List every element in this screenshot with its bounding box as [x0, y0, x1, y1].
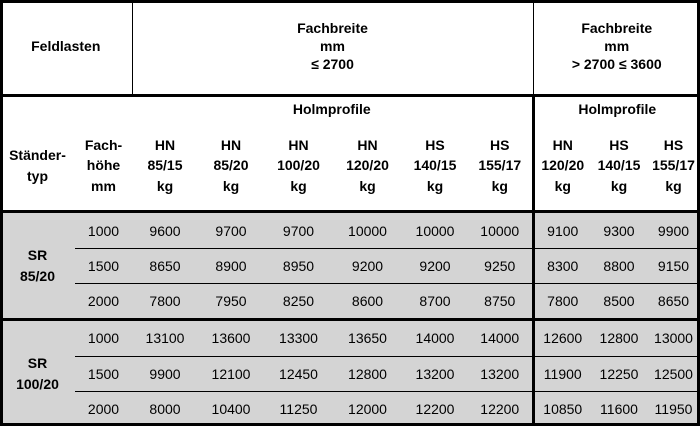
data-cell: 9900: [132, 356, 198, 391]
rowhead-fachhohe-line3: mm: [91, 177, 116, 194]
data-cell: 8650: [132, 248, 198, 283]
standertyp-cell-2: [0, 320, 75, 426]
data-cell: 13000: [647, 320, 700, 356]
rowhead-standertyp: [0, 121, 75, 212]
group-right-line3: > 2700 ≤ 3600: [571, 55, 662, 72]
data-cell: 9300: [591, 212, 647, 248]
data-cell: 9700: [198, 212, 264, 248]
standertyp-2-line2: 100/20: [16, 375, 59, 392]
data-cell: 8250: [264, 283, 333, 319]
fachhohe-cell: 2000: [75, 391, 132, 426]
data-cell: 9700: [264, 212, 333, 248]
col-header-left-5-unit: kg: [426, 177, 444, 194]
fachhohe-cell: 1500: [75, 248, 132, 283]
title-row: [0, 0, 700, 96]
col-header-left-6-name: HS: [490, 137, 510, 154]
fachhohe-cell: 1000: [75, 320, 132, 356]
col-header-left-5-size: 140/15: [413, 157, 457, 174]
data-cell: 12000: [333, 391, 402, 426]
col-header-right-3: [647, 121, 700, 212]
spacer-height-top: [75, 96, 132, 121]
rowhead-fachhohe-line2: höhe: [86, 157, 121, 174]
data-cell: 8000: [132, 391, 198, 426]
data-cell: 12100: [198, 356, 264, 391]
table-row: [0, 248, 700, 283]
fachhohe-cell: 1500: [75, 356, 132, 391]
group-left-line1: Fachbreite: [297, 20, 368, 37]
col-header-left-6-size: 155/17: [478, 157, 522, 174]
title-cell-group-right: [533, 0, 700, 96]
data-cell: 11600: [591, 391, 647, 426]
data-cell: 7800: [533, 283, 591, 319]
standertyp-1-line2: 85/20: [19, 267, 56, 284]
col-header-right-1-size: 120/20: [541, 157, 585, 174]
table-row: [0, 356, 700, 391]
data-cell: 8600: [333, 283, 402, 319]
rowhead-fachhohe-line1: Fach-: [84, 137, 123, 154]
col-header-left-1-name: HN: [154, 137, 176, 154]
data-cell: 9200: [333, 248, 402, 283]
standertyp-cell-1: [0, 212, 75, 320]
data-cell: 8950: [264, 248, 333, 283]
col-header-left-4-unit: kg: [359, 177, 376, 194]
col-header-left-1: [132, 121, 198, 212]
data-cell: 9250: [468, 248, 533, 283]
col-header-right-2-size: 140/15: [597, 157, 641, 174]
col-header-left-6-unit: kg: [491, 177, 508, 194]
data-cell: 8750: [468, 283, 533, 319]
group-right-line1: Fachbreite: [581, 20, 653, 37]
data-cell: 12800: [333, 356, 402, 391]
table-row: [0, 212, 700, 248]
col-header-right-3-name: HS: [663, 137, 684, 154]
data-cell: 9200: [402, 248, 468, 283]
data-cell: 8800: [591, 248, 647, 283]
data-cell: 12500: [647, 356, 700, 391]
data-cell: 9100: [533, 212, 591, 248]
spacer-type-top: [0, 96, 75, 121]
data-cell: 10400: [198, 391, 264, 426]
col-header-right-3-unit: kg: [665, 177, 682, 194]
col-header-right-2-unit: kg: [610, 177, 628, 194]
subgroup-label-left: Holmprofile: [132, 96, 533, 121]
col-header-left-3-name: HN: [288, 137, 309, 154]
fachhohe-cell: 2000: [75, 283, 132, 319]
data-cell: 8700: [402, 283, 468, 319]
data-cell: 14000: [468, 320, 533, 356]
group-right-line2: mm: [604, 38, 630, 55]
data-cell: 7800: [132, 283, 198, 319]
fachhohe-cell: 1000: [75, 212, 132, 248]
data-cell: 7950: [198, 283, 264, 319]
col-header-right-1-unit: kg: [554, 177, 571, 194]
data-cell: 13200: [402, 356, 468, 391]
data-cell: 10000: [333, 212, 402, 248]
col-header-left-2-size: 85/20: [213, 157, 249, 174]
data-cell: 13300: [264, 320, 333, 356]
col-header-right-1: [533, 121, 591, 212]
col-header-left-3-unit: kg: [290, 177, 307, 194]
data-cell: 12450: [264, 356, 333, 391]
data-cell: 11900: [533, 356, 591, 391]
data-cell: 10000: [468, 212, 533, 248]
col-header-left-2-name: HN: [220, 137, 242, 154]
col-header-left-4: [333, 121, 402, 212]
table-row: [0, 320, 700, 356]
col-header-right-2-name: HS: [609, 137, 629, 154]
subgroup-label-right: Holmprofile: [533, 96, 700, 121]
table-row: [0, 283, 700, 319]
col-header-left-4-size: 120/20: [346, 157, 389, 174]
data-cell: 11250: [264, 391, 333, 426]
title-cell-group-left: [132, 0, 533, 96]
title-feldlasten: Feldlasten: [31, 38, 101, 55]
data-cell: 8650: [647, 283, 700, 319]
data-cell: 8300: [533, 248, 591, 283]
data-cell: 12600: [533, 320, 591, 356]
col-header-left-3-size: 100/20: [277, 157, 320, 174]
data-cell: 12200: [468, 391, 533, 426]
standertyp-2-line1: SR: [27, 354, 48, 371]
col-header-left-2-unit: kg: [222, 177, 240, 194]
col-header-left-6: [468, 121, 533, 212]
title-cell-left: [0, 0, 132, 96]
rowhead-standertyp-line2: typ: [27, 167, 48, 184]
col-header-right-3-size: 155/17: [652, 157, 695, 174]
data-cell: 12800: [591, 320, 647, 356]
col-header-left-3: [264, 121, 333, 212]
data-cell: 13100: [132, 320, 198, 356]
data-cell: 10850: [533, 391, 591, 426]
data-cell: 8900: [198, 248, 264, 283]
data-cell: 12200: [402, 391, 468, 426]
col-header-left-2: [198, 121, 264, 212]
col-header-left-4-name: HN: [357, 137, 378, 154]
data-cell: 9600: [132, 212, 198, 248]
rowhead-standertyp-line1: Ständer-: [9, 147, 66, 164]
column-header-row: [0, 121, 700, 212]
data-cell: 8500: [591, 283, 647, 319]
data-cell: 9900: [647, 212, 700, 248]
data-cell: 13200: [468, 356, 533, 391]
data-cell: 10000: [402, 212, 468, 248]
data-cell: 11950: [647, 391, 700, 426]
subgroup-header-row: [0, 96, 700, 121]
col-header-left-5: [402, 121, 468, 212]
rowhead-fachhohe: [75, 121, 132, 212]
col-header-right-2: [591, 121, 647, 212]
col-header-left-1-unit: kg: [156, 177, 174, 194]
col-header-right-1-name: HN: [552, 137, 573, 154]
group-left-line3: ≤ 2700: [311, 55, 354, 72]
data-cell: 13650: [333, 320, 402, 356]
data-cell: 14000: [402, 320, 468, 356]
col-header-left-5-name: HS: [425, 137, 445, 154]
standertyp-1-line1: SR: [27, 246, 48, 263]
data-cell: 13600: [198, 320, 264, 356]
col-header-left-1-size: 85/15: [147, 157, 183, 174]
group-left-line2: mm: [320, 38, 345, 55]
data-cell: 12250: [591, 356, 647, 391]
table-row: [0, 391, 700, 426]
data-cell: 9150: [647, 248, 700, 283]
